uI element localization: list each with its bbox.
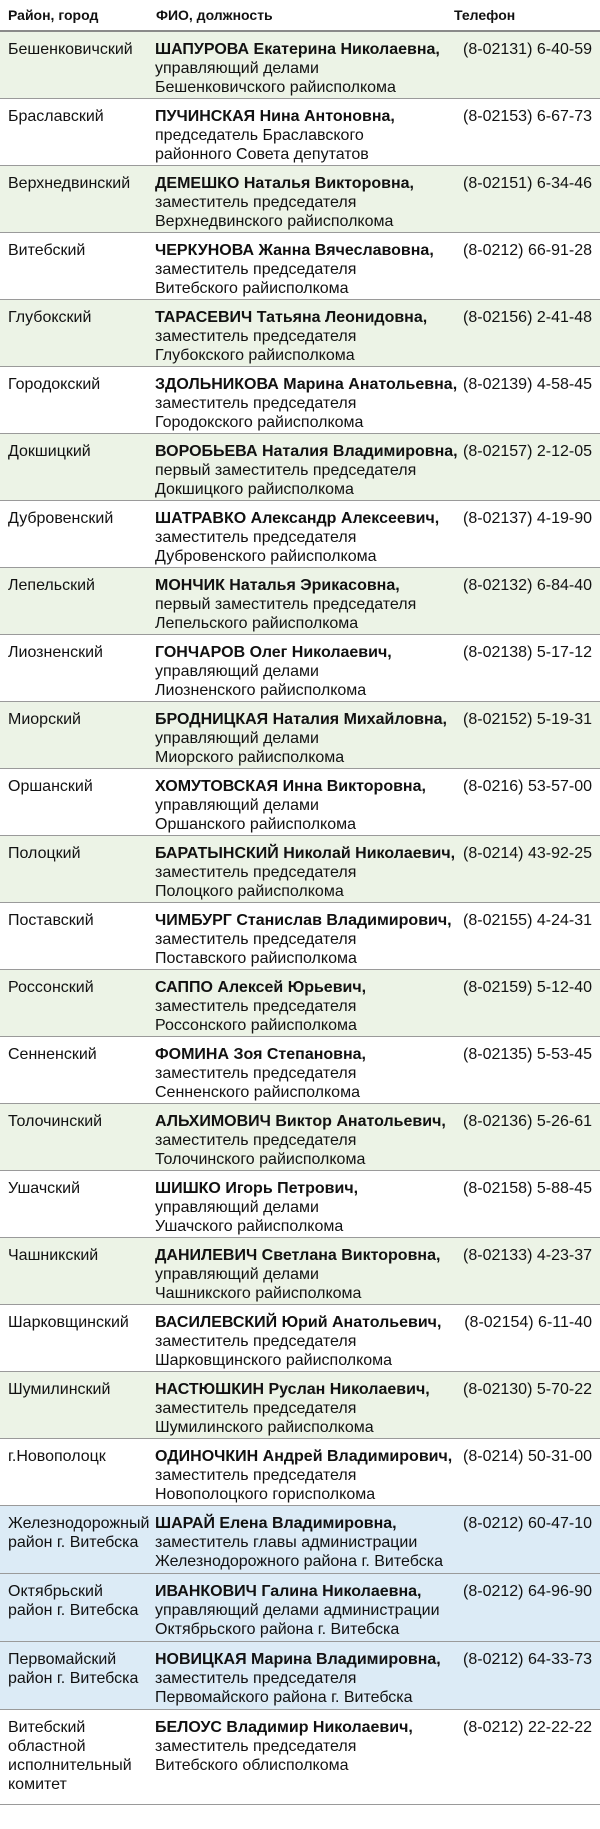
phone-cell: (8-02158) 5-88-45 — [463, 1180, 592, 1197]
header-district: Район, город — [8, 7, 99, 23]
person-name-line — [155, 241, 455, 260]
person-organization: районного Совета депутатов — [155, 146, 369, 163]
person-name-line — [155, 1045, 455, 1064]
person-given-name: Жанна Вячеславовна, — [258, 242, 434, 259]
person-cell — [155, 1650, 455, 1707]
phone-cell: (8-02133) 4-23-37 — [463, 1247, 592, 1264]
person-surname: ЗДОЛЬНИКОВА — [155, 376, 279, 393]
person-name-line — [155, 1514, 455, 1533]
person-cell — [155, 710, 455, 767]
table-row — [0, 166, 600, 233]
person-cell — [155, 442, 458, 499]
district-cell: Верхнедвинский — [8, 175, 131, 192]
table-row — [0, 367, 600, 434]
person-organization: Бешенковичского райисполкома — [155, 79, 396, 96]
person-surname: ШАТРАВКО — [155, 510, 247, 527]
person-given-name: Руслан Николаевич, — [268, 1381, 430, 1398]
person-given-name: Марина Анатольевна, — [283, 376, 458, 393]
table-row — [0, 635, 600, 702]
person-organization: Оршанского райисполкома — [155, 816, 357, 833]
person-given-name: Наталия Владимировна, — [261, 443, 458, 460]
phone-cell: (8-02151) 6-34-46 — [463, 175, 592, 192]
person-name-line — [155, 442, 458, 461]
person-given-name: Виктор Анатольевич, — [275, 1113, 446, 1130]
phone-cell: (8-02156) 2-41-48 — [463, 309, 592, 326]
person-given-name: Зоя Степановна, — [233, 1046, 366, 1063]
person-surname: САППО — [155, 979, 213, 996]
person-surname: ШИШКО — [155, 1180, 221, 1197]
person-cell — [155, 1718, 455, 1775]
person-name-line — [155, 509, 455, 528]
person-position: заместитель председателя — [155, 1467, 357, 1484]
district-cell: Докшицкий — [8, 443, 91, 460]
phone-cell: (8-02136) 5-26-61 — [463, 1113, 592, 1130]
person-organization: Поставского райисполкома — [155, 950, 357, 967]
person-cell — [155, 174, 455, 231]
person-surname: ШАПУРОВА — [155, 41, 250, 58]
person-organization: Дубровенского райисполкома — [155, 548, 377, 565]
district-cell: Толочинский — [8, 1113, 103, 1130]
person-given-name: Светлана Викторовна, — [261, 1247, 441, 1264]
person-position: управляющий делами — [155, 1199, 319, 1216]
person-given-name: Екатерина Николаевна, — [253, 41, 440, 58]
phone-cell: (8-0214) 43-92-25 — [463, 845, 592, 862]
person-organization: Октябрьского района г. Витебска — [155, 1621, 400, 1638]
person-cell — [155, 40, 455, 97]
table-row — [0, 1642, 600, 1710]
person-surname: ГОНЧАРОВ — [155, 644, 246, 661]
table-row — [0, 836, 600, 903]
person-organization: Первомайского района г. Витебска — [155, 1689, 413, 1706]
person-position: первый заместитель председателя — [155, 596, 417, 613]
person-organization: Лиозненского райисполкома — [155, 682, 367, 699]
person-name-line — [155, 308, 455, 327]
person-cell — [155, 1380, 455, 1437]
table-row — [0, 1171, 600, 1238]
phone-cell: (8-02130) 5-70-22 — [463, 1381, 592, 1398]
person-name-line — [155, 710, 455, 729]
district-cell: Шумилинский — [8, 1381, 111, 1398]
person-position: управляющий делами — [155, 730, 319, 747]
district-cell: Лиозненский — [8, 644, 103, 661]
district-cell: Витебский областной исполнительный комитет — [8, 1719, 132, 1793]
header-phone: Телефон — [454, 7, 516, 23]
person-organization: Железнодорожного района г. Витебска — [155, 1553, 443, 1570]
phone-cell: (8-02159) 5-12-40 — [463, 979, 592, 996]
person-surname: БРОДНИЦКАЯ — [155, 711, 269, 728]
district-cell: Чашникский — [8, 1247, 99, 1264]
person-position: заместитель главы администрации — [155, 1534, 418, 1551]
table-row — [0, 1305, 600, 1372]
person-name-line — [155, 1179, 455, 1198]
district-cell: Оршанский — [8, 778, 93, 795]
person-name-line — [155, 777, 455, 796]
person-given-name: Станислав Владимирович, — [236, 912, 452, 929]
person-organization: Городокского райисполкома — [155, 414, 364, 431]
person-name-line — [155, 1447, 455, 1466]
person-given-name: Андрей Владимирович, — [262, 1448, 453, 1465]
table-row — [0, 434, 600, 501]
person-surname: ЧИМБУРГ — [155, 912, 232, 929]
phone-cell: (8-0212) 64-33-73 — [463, 1651, 592, 1668]
person-name-line — [155, 978, 455, 997]
district-cell: г.Новополоцк — [8, 1448, 106, 1465]
person-name-line — [155, 1582, 455, 1601]
table-row — [0, 769, 600, 836]
person-position: заместитель председателя — [155, 1670, 357, 1687]
person-surname: ТАРАСЕВИЧ — [155, 309, 253, 326]
person-surname: ИВАНКОВИЧ — [155, 1583, 257, 1600]
phone-cell: (8-0212) 66-91-28 — [463, 242, 592, 259]
person-position: заместитель председателя — [155, 998, 357, 1015]
person-name-line — [155, 1380, 455, 1399]
person-position: управляющий делами — [155, 797, 319, 814]
person-given-name: Галина Николаевна, — [261, 1583, 422, 1600]
person-organization: Глубокского райисполкома — [155, 347, 355, 364]
phone-cell: (8-0216) 53-57-00 — [463, 778, 592, 795]
phone-cell: (8-02139) 4-58-45 — [463, 376, 592, 393]
person-cell — [155, 1514, 455, 1571]
person-cell — [155, 1313, 455, 1370]
person-name-line — [155, 375, 458, 394]
person-position: первый заместитель председателя — [155, 462, 417, 479]
person-surname: АЛЬХИМОВИЧ — [155, 1113, 271, 1130]
district-cell: Сенненский — [8, 1046, 97, 1063]
district-cell: Витебский — [8, 242, 86, 259]
person-cell — [155, 643, 455, 700]
district-cell: Поставский — [8, 912, 94, 929]
person-given-name: Александр Алексеевич, — [250, 510, 440, 527]
person-cell — [155, 308, 455, 365]
person-name-line — [155, 1246, 455, 1265]
person-organization: Миорского райисполкома — [155, 749, 345, 766]
person-organization: Витебского райисполкома — [155, 280, 349, 297]
phone-cell: (8-02131) 6-40-59 — [463, 41, 592, 58]
person-position: управляющий делами — [155, 663, 319, 680]
table-row — [0, 32, 600, 99]
table-row — [0, 702, 600, 769]
person-name-line — [155, 911, 455, 930]
table-row — [0, 903, 600, 970]
person-surname: ЧЕРКУНОВА — [155, 242, 255, 259]
district-cell: Миорский — [8, 711, 81, 728]
person-name-line — [155, 174, 455, 193]
table-row — [0, 1506, 600, 1574]
table-row — [0, 1574, 600, 1642]
person-surname: ХОМУТОВСКАЯ — [155, 778, 279, 795]
district-cell: Дубровенский — [8, 510, 114, 527]
person-position: управляющий делами администрации — [155, 1602, 440, 1619]
person-name-line — [155, 1313, 455, 1332]
table-row — [0, 970, 600, 1037]
district-cell: Первомайский район г. Витебска — [8, 1651, 139, 1687]
phone-cell: (8-02155) 4-24-31 — [463, 912, 592, 929]
person-given-name: Инна Викторовна, — [282, 778, 426, 795]
person-organization: Толочинского райисполкома — [155, 1151, 366, 1168]
person-surname: ДАНИЛЕВИЧ — [155, 1247, 258, 1264]
person-organization: Полоцкого райисполкома — [155, 883, 344, 900]
district-cell: Браславский — [8, 108, 104, 125]
district-cell: Шарковщинский — [8, 1314, 129, 1331]
person-cell — [155, 1246, 455, 1303]
table-header — [0, 0, 600, 32]
person-organization: Чашникского райисполкома — [155, 1285, 362, 1302]
table-row — [0, 300, 600, 367]
person-organization: Шумилинского райисполкома — [155, 1419, 374, 1436]
person-position: заместитель председателя — [155, 328, 357, 345]
person-organization: Новополоцкого горисполкома — [155, 1486, 376, 1503]
person-name-line — [155, 107, 455, 126]
person-name-line — [155, 40, 455, 59]
person-name-line — [155, 576, 455, 595]
person-position: заместитель председателя — [155, 261, 357, 278]
person-name-line — [155, 643, 455, 662]
table-row — [0, 1439, 600, 1506]
person-cell — [155, 1582, 455, 1639]
person-given-name: Олег Николаевич, — [249, 644, 392, 661]
person-cell — [155, 375, 458, 432]
person-position: заместитель председателя — [155, 1333, 357, 1350]
person-cell — [155, 844, 455, 901]
person-cell — [155, 978, 455, 1035]
phone-cell: (8-0212) 60-47-10 — [463, 1515, 592, 1532]
table-row — [0, 501, 600, 568]
person-cell — [155, 1045, 455, 1102]
person-position: заместитель председателя — [155, 1065, 357, 1082]
phone-cell: (8-02138) 5-17-12 — [463, 644, 592, 661]
district-cell: Полоцкий — [8, 845, 81, 862]
table-row — [0, 568, 600, 635]
phone-cell: (8-02135) 5-53-45 — [463, 1046, 592, 1063]
person-cell — [155, 1179, 455, 1236]
person-cell — [155, 1447, 455, 1504]
person-name-line — [155, 1650, 455, 1669]
person-given-name: Марина Владимировна, — [251, 1651, 441, 1668]
header-person: ФИО, должность — [156, 7, 273, 23]
person-organization: Докшицкого райисполкома — [155, 481, 354, 498]
table-row — [0, 1238, 600, 1305]
person-organization: Сенненского райисполкома — [155, 1084, 360, 1101]
district-cell: Бешенковичский — [8, 41, 133, 58]
phone-cell: (8-0212) 22-22-22 — [463, 1719, 592, 1736]
phone-cell: (8-02132) 6-84-40 — [463, 577, 592, 594]
person-given-name: Наталья Викторовна, — [243, 175, 414, 192]
person-surname: ФОМИНА — [155, 1046, 230, 1063]
person-position: заместитель председателя — [155, 1738, 357, 1755]
table-row — [0, 233, 600, 300]
person-given-name: Нина Антоновна, — [259, 108, 395, 125]
person-cell — [155, 107, 455, 164]
person-surname: ВОРОБЬЕВА — [155, 443, 258, 460]
person-given-name: Николай Николаевич, — [283, 845, 456, 862]
person-organization: Шарковщинского райисполкома — [155, 1352, 393, 1369]
person-surname: ВАСИЛЕВСКИЙ — [155, 1314, 278, 1331]
phone-cell: (8-0214) 50-31-00 — [463, 1448, 592, 1465]
person-position: заместитель председателя — [155, 1400, 357, 1417]
phone-cell: (8-02152) 5-19-31 — [463, 711, 592, 728]
person-cell — [155, 1112, 455, 1169]
person-cell — [155, 241, 455, 298]
district-cell: Октябрьский район г. Витебска — [8, 1583, 139, 1619]
district-cell: Россонский — [8, 979, 94, 996]
person-given-name: Наталия Михайловна, — [272, 711, 447, 728]
phone-cell: (8-02153) 6-67-73 — [463, 108, 592, 125]
person-organization: Витебского облисполкома — [155, 1757, 349, 1774]
person-position: председатель Браславского — [155, 127, 364, 144]
phone-cell: (8-02157) 2-12-05 — [463, 443, 592, 460]
person-name-line — [155, 1112, 455, 1131]
person-organization: Верхнедвинского райисполкома — [155, 213, 394, 230]
person-surname: ПУЧИНСКАЯ — [155, 108, 256, 125]
person-position: заместитель председателя — [155, 529, 357, 546]
person-position: управляющий делами — [155, 60, 319, 77]
person-name-line — [155, 1718, 455, 1737]
person-cell — [155, 576, 455, 633]
phone-cell: (8-02154) 6-11-40 — [464, 1314, 592, 1331]
person-surname: НОВИЦКАЯ — [155, 1651, 247, 1668]
person-surname: ОДИНОЧКИН — [155, 1448, 259, 1465]
district-cell: Ушачский — [8, 1180, 81, 1197]
person-surname: БЕЛОУС — [155, 1719, 222, 1736]
table-row — [0, 1710, 600, 1805]
person-position: заместитель председателя — [155, 395, 357, 412]
person-surname: МОНЧИК — [155, 577, 225, 594]
table-row — [0, 1372, 600, 1439]
person-name-line — [155, 844, 455, 863]
person-organization: Россонского райисполкома — [155, 1017, 357, 1034]
person-given-name: Елена Владимировна, — [219, 1515, 397, 1532]
person-cell — [155, 509, 455, 566]
district-cell: Глубокский — [8, 309, 92, 326]
table-row — [0, 99, 600, 166]
person-organization: Лепельского райисполкома — [155, 615, 359, 632]
district-cell: Железнодорожный район г. Витебска — [8, 1515, 150, 1551]
person-given-name: Игорь Петрович, — [225, 1180, 359, 1197]
person-cell — [155, 911, 455, 968]
person-surname: ДЕМЕШКО — [155, 175, 240, 192]
person-cell — [155, 777, 455, 834]
district-cell: Лепельский — [8, 577, 95, 594]
person-position: заместитель председателя — [155, 864, 357, 881]
person-position: заместитель председателя — [155, 1132, 357, 1149]
person-organization: Ушачского райисполкома — [155, 1218, 344, 1235]
person-given-name: Владимир Николаевич, — [226, 1719, 413, 1736]
person-position: управляющий делами — [155, 1266, 319, 1283]
person-given-name: Юрий Анатольевич, — [281, 1314, 442, 1331]
table-row — [0, 1037, 600, 1104]
person-given-name: Алексей Юрьевич, — [217, 979, 367, 996]
person-given-name: Татьяна Леонидовна, — [256, 309, 428, 326]
person-surname: НАСТЮШКИН — [155, 1381, 265, 1398]
person-surname: БАРАТЫНСКИЙ — [155, 845, 279, 862]
district-cell: Городокский — [8, 376, 101, 393]
table-body — [0, 32, 600, 1805]
phone-cell: (8-02137) 4-19-90 — [463, 510, 592, 527]
phone-cell: (8-0212) 64-96-90 — [463, 1583, 592, 1600]
person-position: заместитель председателя — [155, 194, 357, 211]
person-given-name: Наталья Эрикасовна, — [229, 577, 400, 594]
person-surname: ШАРАЙ — [155, 1515, 215, 1532]
person-position: заместитель председателя — [155, 931, 357, 948]
table-row — [0, 1104, 600, 1171]
